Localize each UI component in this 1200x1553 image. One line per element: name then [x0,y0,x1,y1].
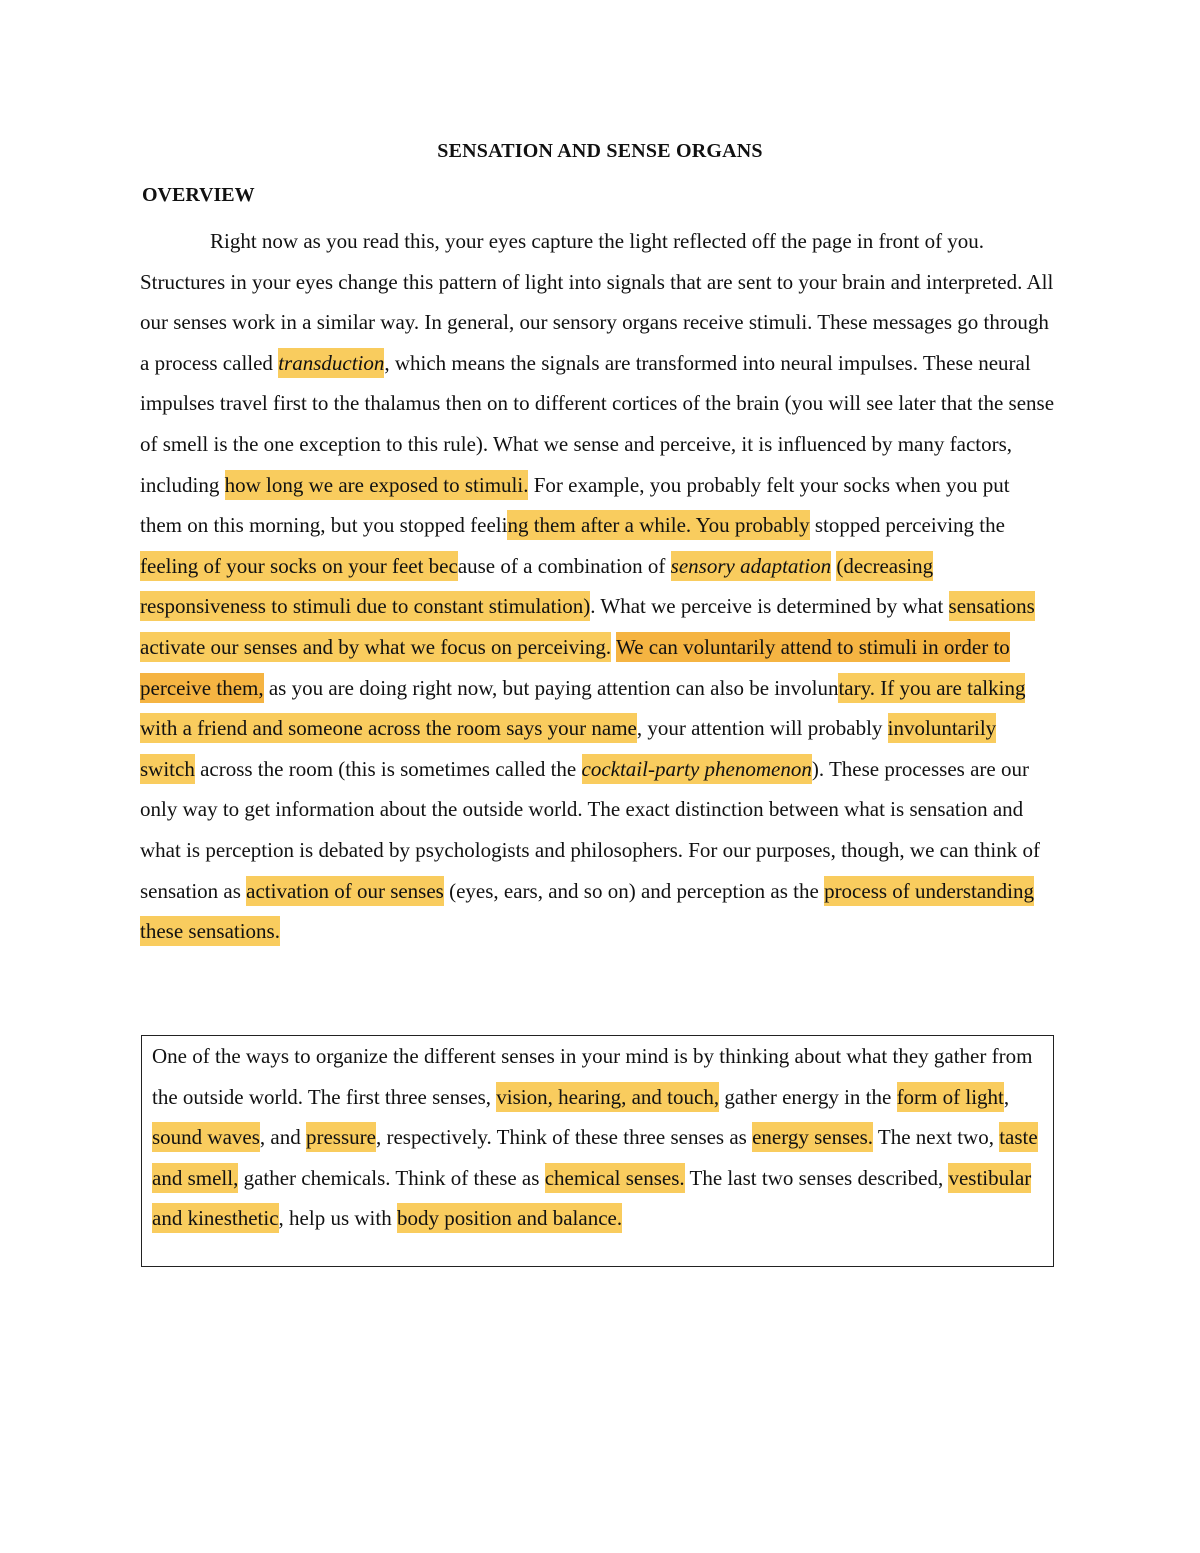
page-title: SENSATION AND SENSE ORGANS [437,140,763,162]
text-run: , and [259,1125,306,1150]
highlight-form-of-light: form of light [897,1082,1004,1112]
text-run: , respectively. Think of these three senses as [375,1125,753,1150]
highlight-activation-senses: activation of our senses [246,876,444,906]
text-run: gather energy in the [719,1084,897,1109]
summary-paragraph [152,1036,1053,1239]
highlight-taste-smell: taste and smell, [152,1122,1038,1193]
text-run: , your attention will probably [636,716,888,741]
text-run: ). These processes are our only way to get information about the outside world. The exact distinction between what is sensation and what is perception is debated by psychologists and philosophers. For our purposes, though, we can think of sensation as [140,756,1040,903]
section-heading-overview: OVERVIEW [142,184,255,206]
text-run: (eyes, ears, and so on) and perception as the [443,878,825,903]
highlight-voluntary-attention: We can voluntarily attend to stimuli in order to perceive them, [140,632,1010,703]
highlight-adaptation-definition: (decreasing responsiveness to stimuli due to constant stimulation) [140,551,933,622]
highlight-exposure: how long we are exposed to stimuli. [225,470,529,500]
text-run: One of the ways to organize the different senses in your mind is by thinking about what they gather from the outside world. The first three senses, [152,1044,1033,1109]
highlight-sound-waves: sound waves [152,1122,260,1152]
highlight-socks: ng them after a while. You probably [507,510,809,540]
text-run: ause of a combination of [457,553,671,578]
highlight-body-position: body position and balance. [397,1203,622,1233]
text-run: , which means the signals are transformed into neural impulses. These neural impulses travel first to the thalamus then on to different cortices of the brain (you will see later that the sense of smell is the one exception to this rule). What we sense and perceive, it is influenced by many factors, including [140,350,1055,497]
text-run: The last two senses described, [684,1165,949,1190]
highlight-transduction: transduction [278,348,384,378]
highlight-process-understanding: process of understanding these sensations. [140,876,1034,947]
highlight-vision-hearing-touch: vision, hearing, and touch, [496,1082,719,1112]
text-run: across the room (this is sometimes called the [194,756,582,781]
text-run: Right now as you read this, your eyes capture the light reflected off the page in front of you. Structures in your eyes change this pattern of light into signals that are sent to your brain and interpreted. All our senses work in a similar way. In general, our sensory organs receive stimuli. These messages go through a process called [140,229,1054,375]
highlight-feeling: feeling of your socks on your feet bec [140,551,458,581]
text-run: . What we perceive is determined by what [590,594,949,619]
highlight-involuntarily-switch: involuntarily switch [140,713,996,784]
text-run: , [1003,1084,1010,1109]
highlight-cocktail-party: cocktail-party phenomenon [582,754,812,784]
text-run: The next two, [873,1125,1000,1150]
highlight-vestibular-kinesthetic: vestibular and kinesthetic [152,1163,1031,1234]
summary-box [141,1035,1054,1267]
overview-paragraph [140,221,1056,952]
highlight-chemical-senses: chemical senses. [545,1163,685,1193]
text-run: as you are doing right now, but paying attention can also be involun [263,675,839,700]
highlight-pressure: pressure [306,1122,376,1152]
text-run: , help us with [278,1206,397,1231]
highlight-sensory-adaptation: sensory adaptation [671,551,831,581]
highlight-energy-senses: energy senses. [752,1122,873,1152]
text-run: gather chemicals. Think of these as [238,1165,545,1190]
text-run: For example, you probably felt your socks when you put them on this morning, but you stopped feeli [140,472,1010,538]
highlight-sensations-activate: sensations activate our senses and by what we focus on perceiving. [140,591,1035,662]
highlight-involuntary: tary. If you are talking with a friend and someone across the room says your name [140,673,1025,744]
text-run: stopped perceiving the [809,513,1005,538]
